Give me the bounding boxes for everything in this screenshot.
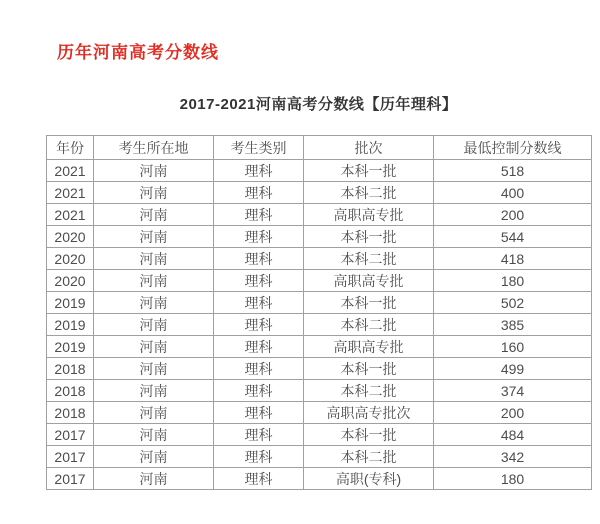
- table-cell: 理科: [214, 358, 304, 380]
- table-cell: 484: [434, 424, 592, 446]
- table-cell: 理科: [214, 226, 304, 248]
- table-cell: 理科: [214, 248, 304, 270]
- table-header-row: [47, 136, 592, 160]
- table-row: [47, 160, 592, 182]
- table-cell: 2017: [47, 446, 94, 468]
- table-cell: 河南: [94, 380, 214, 402]
- table-cell: 高职(专科): [304, 468, 434, 490]
- table-cell: 本科二批: [304, 248, 434, 270]
- table-cell: 2021: [47, 160, 94, 182]
- table-cell: 理科: [214, 160, 304, 182]
- table-cell: 385: [434, 314, 592, 336]
- table-cell: 本科一批: [304, 358, 434, 380]
- table-cell: 河南: [94, 336, 214, 358]
- col-header-category: 考生类别: [214, 136, 304, 160]
- table-cell: 本科二批: [304, 314, 434, 336]
- table-cell: 2019: [47, 336, 94, 358]
- table-cell: 河南: [94, 446, 214, 468]
- table-cell: 理科: [214, 468, 304, 490]
- table-row: [47, 314, 592, 336]
- col-header-year: 年份: [47, 136, 94, 160]
- table-row: [47, 402, 592, 424]
- table-row: [47, 248, 592, 270]
- table-cell: 2019: [47, 314, 94, 336]
- table-cell: 河南: [94, 182, 214, 204]
- table-cell: 河南: [94, 402, 214, 424]
- table-cell: 理科: [214, 336, 304, 358]
- table-cell: 理科: [214, 402, 304, 424]
- table-cell: 河南: [94, 468, 214, 490]
- table-cell: 理科: [214, 314, 304, 336]
- table-cell: 2021: [47, 182, 94, 204]
- table-row: [47, 204, 592, 226]
- table-cell: 理科: [214, 292, 304, 314]
- table-body: [47, 160, 592, 490]
- table-row: [47, 380, 592, 402]
- table-cell: 本科一批: [304, 226, 434, 248]
- table-cell: 342: [434, 446, 592, 468]
- page-heading: 历年河南高考分数线: [57, 43, 219, 62]
- table-row: [47, 292, 592, 314]
- table-row: [47, 182, 592, 204]
- table-cell: 518: [434, 160, 592, 182]
- table-cell: 河南: [94, 292, 214, 314]
- table-cell: 502: [434, 292, 592, 314]
- table-cell: 本科一批: [304, 424, 434, 446]
- table-row: [47, 226, 592, 248]
- table-cell: 160: [434, 336, 592, 358]
- table-cell: 2017: [47, 468, 94, 490]
- table-cell: 418: [434, 248, 592, 270]
- table-row: [47, 358, 592, 380]
- table-title: 2017-2021河南高考分数线【历年理科】: [179, 96, 458, 113]
- table-cell: 本科一批: [304, 160, 434, 182]
- table-cell: 河南: [94, 424, 214, 446]
- table-cell: 理科: [214, 182, 304, 204]
- table-cell: 2021: [47, 204, 94, 226]
- table-cell: 高职高专批次: [304, 402, 434, 424]
- table-cell: 2017: [47, 424, 94, 446]
- table-cell: 200: [434, 204, 592, 226]
- table-cell: 理科: [214, 204, 304, 226]
- table-cell: 理科: [214, 380, 304, 402]
- table-cell: 河南: [94, 204, 214, 226]
- table-row: [47, 270, 592, 292]
- table-cell: 河南: [94, 358, 214, 380]
- table-cell: 499: [434, 358, 592, 380]
- table-cell: 2018: [47, 402, 94, 424]
- table-cell: 374: [434, 380, 592, 402]
- table-row: [47, 336, 592, 358]
- table-cell: 544: [434, 226, 592, 248]
- table-cell: 高职高专批: [304, 336, 434, 358]
- col-header-location: 考生所在地: [94, 136, 214, 160]
- table-cell: 本科一批: [304, 292, 434, 314]
- table-cell: 2020: [47, 226, 94, 248]
- table-cell: 本科二批: [304, 380, 434, 402]
- table-cell: 本科二批: [304, 182, 434, 204]
- table-cell: 理科: [214, 270, 304, 292]
- table-cell: 河南: [94, 314, 214, 336]
- score-table: [46, 135, 592, 490]
- table-cell: 180: [434, 270, 592, 292]
- table-cell: 400: [434, 182, 592, 204]
- table-cell: 河南: [94, 226, 214, 248]
- table-cell: 高职高专批: [304, 270, 434, 292]
- table-cell: 本科二批: [304, 446, 434, 468]
- table-cell: 2019: [47, 292, 94, 314]
- table-cell: 理科: [214, 424, 304, 446]
- table-cell: 2018: [47, 380, 94, 402]
- table-cell: 理科: [214, 446, 304, 468]
- table-cell: 2020: [47, 248, 94, 270]
- col-header-batch: 批次: [304, 136, 434, 160]
- table-cell: 2020: [47, 270, 94, 292]
- table-row: [47, 424, 592, 446]
- table-cell: 高职高专批: [304, 204, 434, 226]
- table-cell: 2018: [47, 358, 94, 380]
- table-cell: 河南: [94, 270, 214, 292]
- table-cell: 河南: [94, 160, 214, 182]
- table-cell: 河南: [94, 248, 214, 270]
- score-table-wrap: [46, 135, 591, 490]
- table-cell: 200: [434, 402, 592, 424]
- table-row: [47, 446, 592, 468]
- col-header-min-score: 最低控制分数线: [434, 136, 592, 160]
- table-row: [47, 468, 592, 490]
- table-cell: 180: [434, 468, 592, 490]
